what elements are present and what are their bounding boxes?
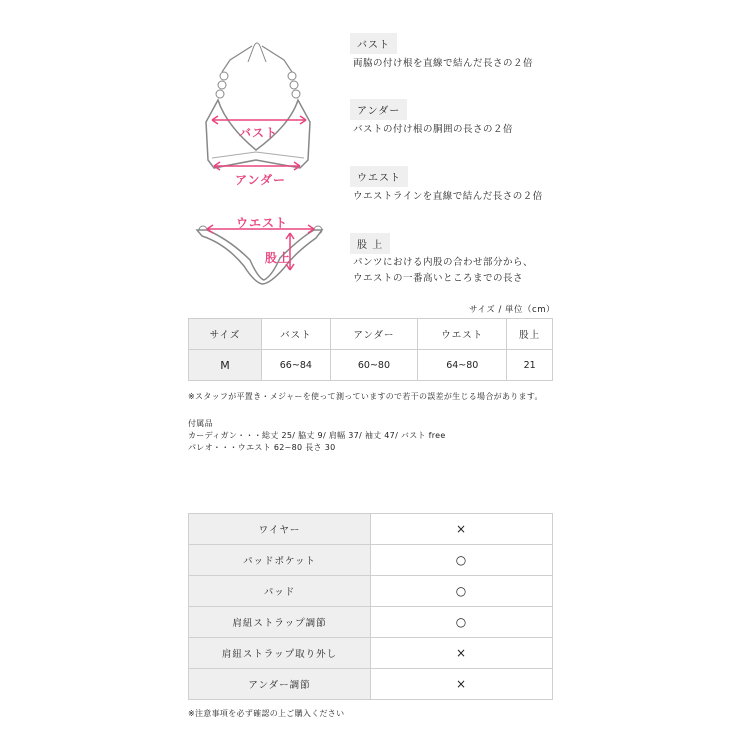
- size-cell-size: M: [189, 350, 262, 381]
- table-row: [189, 514, 553, 545]
- table-row: [189, 669, 553, 700]
- table-row: [189, 638, 553, 669]
- accessories-heading: 付属品: [188, 419, 213, 428]
- feature-table: [188, 513, 553, 700]
- feature-label-pad: パッド: [189, 576, 371, 607]
- feature-label-pad-pocket: パッドポケット: [189, 545, 371, 576]
- size-header-bust: バスト: [262, 319, 331, 350]
- accessories-line-cardigan: カーディガン・・・総丈 25/ 脇丈 9/ 肩幅 37/ 袖丈 47/ バスト free: [188, 431, 446, 440]
- definition-tag-under: アンダー: [350, 99, 407, 120]
- waist-label: ウエスト: [236, 216, 289, 230]
- feature-value-strap-removable: ×: [371, 638, 553, 669]
- staff-note: ※スタッフが平置き・メジャーを使って測っていますので若干の誤差が生じる場合があります。: [188, 392, 543, 401]
- size-header-waist: ウエスト: [418, 319, 507, 350]
- bust-label: バスト: [239, 126, 279, 140]
- size-table-header-row: [189, 319, 553, 350]
- definition-tag-bust: バスト: [350, 33, 397, 54]
- feature-value-strap-adjust: ○: [371, 607, 553, 638]
- garment-diagram: [0, 0, 340, 300]
- definition-tag-rise: 股 上: [350, 233, 390, 254]
- unit-note: サイズ / 単位（cm）: [468, 305, 555, 315]
- table-row: [189, 576, 553, 607]
- feature-value-pad-pocket: ○: [371, 545, 553, 576]
- table-row: [189, 607, 553, 638]
- size-cell-under: 60~80: [330, 350, 418, 381]
- feature-value-under-adjust: ×: [371, 669, 553, 700]
- feature-value-wire: ×: [371, 514, 553, 545]
- size-header-rise: 股上: [507, 319, 553, 350]
- feature-value-pad: ○: [371, 576, 553, 607]
- under-label: アンダー: [235, 173, 287, 187]
- size-header-size: サイズ: [189, 319, 262, 350]
- caution-note: ※注意事項を必ず確認の上ご購入ください: [188, 709, 345, 718]
- feature-label-under-adjust: アンダー調節: [189, 669, 371, 700]
- definition-desc-under: バストの付け根の胴囲の長さの２倍: [353, 124, 514, 135]
- table-row: [189, 545, 553, 576]
- rise-label: 股上: [265, 251, 292, 265]
- size-header-under: アンダー: [330, 319, 418, 350]
- definition-desc-waist: ウエストラインを直線で結んだ長さの２倍: [353, 191, 543, 202]
- definition-desc-bust: 両脇の付け根を直線で結んだ長さの２倍: [353, 58, 534, 69]
- size-cell-bust: 66~84: [262, 350, 331, 381]
- size-table: [188, 318, 553, 381]
- feature-label-wire: ワイヤー: [189, 514, 371, 545]
- feature-label-strap-removable: 肩紐ストラップ取り外し: [189, 638, 371, 669]
- feature-label-strap-adjust: 肩紐ストラップ調節: [189, 607, 371, 638]
- definition-desc-rise-line2: ウエストの一番高いところまでの長さ: [353, 273, 524, 284]
- definition-tag-waist: ウエスト: [350, 166, 408, 187]
- size-cell-rise: 21: [507, 350, 553, 381]
- table-row: [189, 350, 553, 381]
- size-cell-waist: 64~80: [418, 350, 507, 381]
- accessories-line-pareo: パレオ・・・ウエスト 62~80 長さ 30: [188, 443, 336, 452]
- definition-desc-rise-line1: パンツにおける内股の合わせ部分から、: [353, 257, 534, 268]
